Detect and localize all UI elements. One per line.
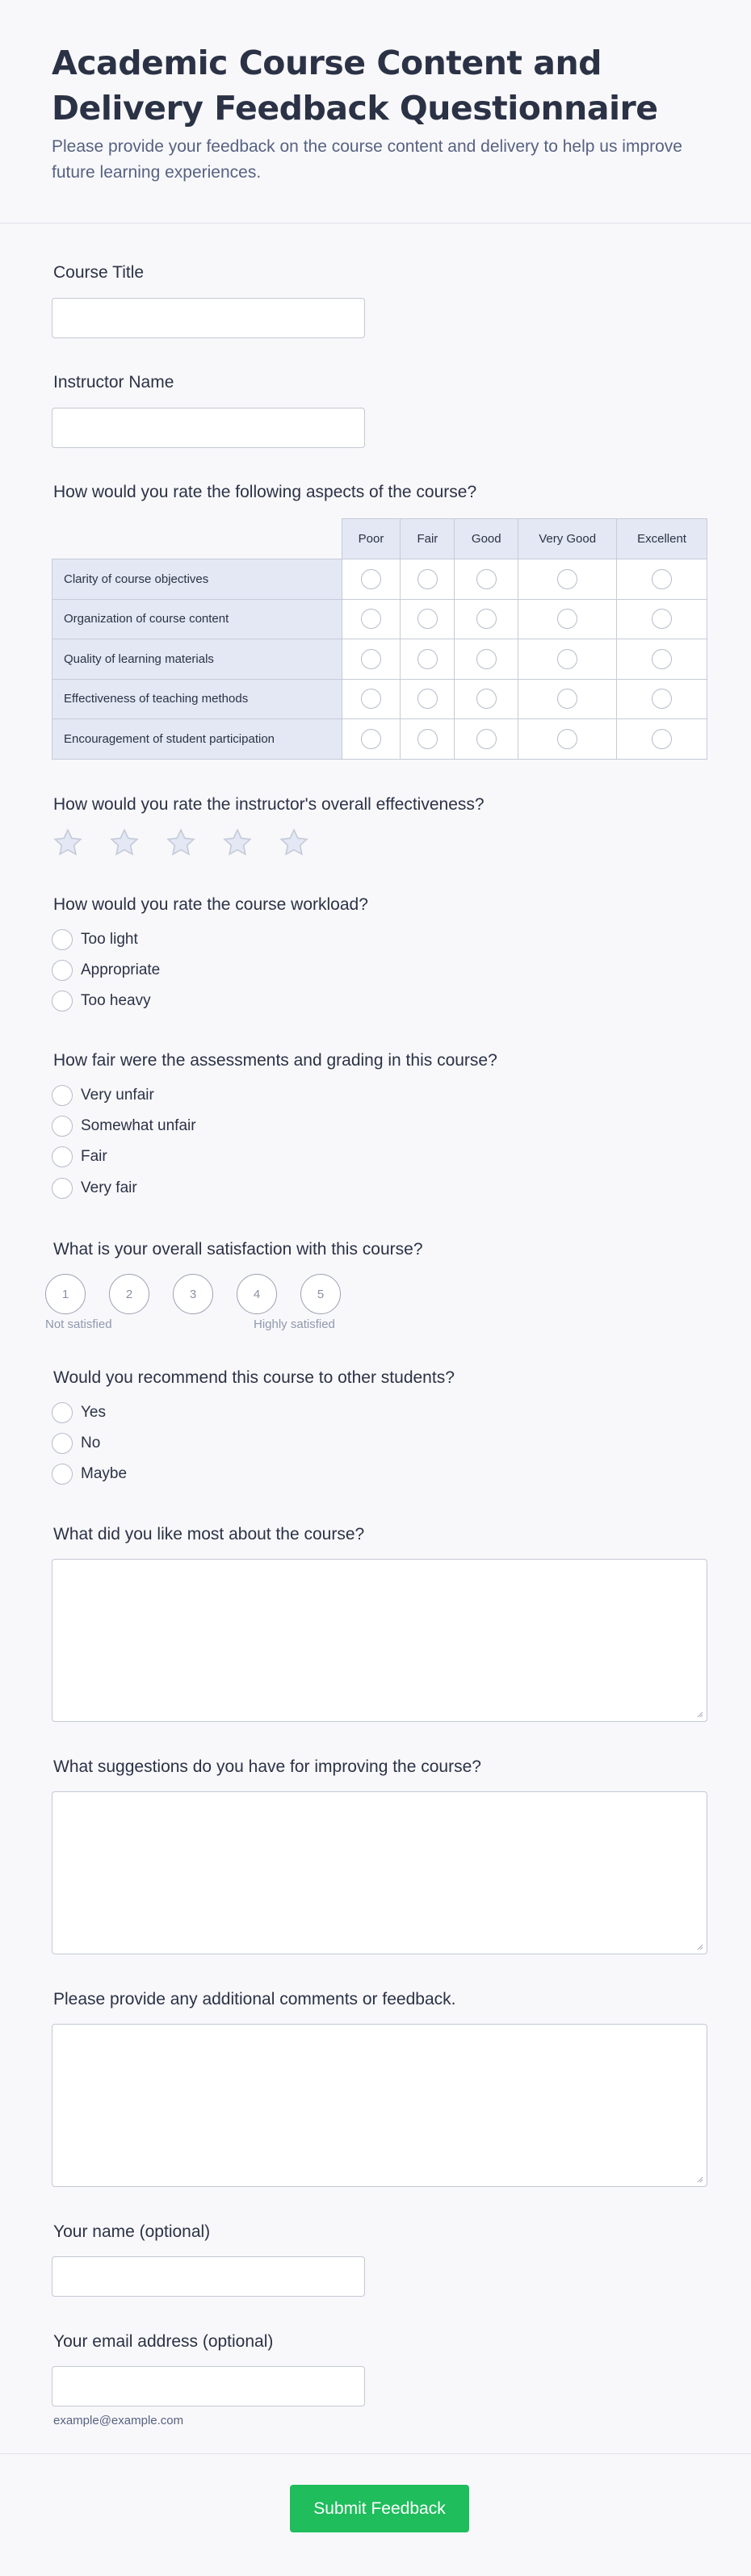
matrix-radio[interactable] — [361, 729, 381, 749]
matrix-radio[interactable] — [417, 649, 438, 669]
email-hint: example@example.com — [53, 2414, 184, 2427]
page-title: Academic Course Content and Delivery Feedback Questionnaire — [52, 44, 658, 128]
recommend-option[interactable]: Maybe — [52, 1464, 127, 1485]
matrix-radio[interactable] — [652, 689, 672, 709]
scale-option[interactable]: 2 — [109, 1274, 149, 1314]
matrix-col-header: Very Good — [518, 519, 617, 559]
page-subtitle: Please provide your feedback on the course content and delivery to help us improve future learning experiences. — [52, 137, 682, 182]
liked-most-textarea[interactable] — [52, 1559, 707, 1722]
recommend-option[interactable]: Yes — [52, 1402, 106, 1423]
assessment-option[interactable]: Fair — [52, 1146, 107, 1167]
matrix-radio[interactable] — [557, 609, 577, 629]
radio-button[interactable] — [52, 1146, 73, 1167]
instructor-rating-question: How would you rate the instructor's overall effectiveness? — [53, 795, 485, 814]
radio-button[interactable] — [52, 1085, 73, 1106]
radio-button[interactable] — [52, 1178, 73, 1199]
matrix-radio[interactable] — [417, 569, 438, 589]
assessment-option[interactable]: Very unfair — [52, 1085, 154, 1106]
matrix-radio[interactable] — [361, 569, 381, 589]
matrix-row-label: Effectiveness of teaching methods — [52, 679, 342, 719]
matrix-radio[interactable] — [417, 609, 438, 629]
matrix-row — [52, 719, 707, 760]
matrix-radio[interactable] — [361, 609, 381, 629]
matrix-radio[interactable] — [476, 729, 497, 749]
matrix-question: How would you rate the following aspects of the course? — [53, 483, 477, 501]
matrix-radio[interactable] — [417, 729, 438, 749]
satisfaction-scale — [45, 1274, 341, 1314]
radio-button[interactable] — [52, 1402, 73, 1423]
matrix-radio[interactable] — [652, 649, 672, 669]
matrix-row — [52, 639, 707, 680]
matrix-row-label: Clarity of course objectives — [52, 559, 342, 600]
matrix-row-label: Organization of course content — [52, 599, 342, 639]
recommend-option[interactable]: No — [52, 1433, 100, 1454]
suggestions-question: What suggestions do you have for improving the course? — [53, 1757, 481, 1776]
resize-handle-icon[interactable] — [695, 1710, 703, 1718]
radio-button[interactable] — [52, 960, 73, 981]
matrix-row — [52, 679, 707, 719]
matrix-radio[interactable] — [557, 729, 577, 749]
star-icon[interactable] — [278, 827, 310, 859]
your-name-label: Your name (optional) — [53, 2222, 211, 2241]
matrix-col-header: Good — [455, 519, 518, 559]
instructor-name-label: Instructor Name — [53, 373, 174, 392]
matrix-radio[interactable] — [652, 609, 672, 629]
matrix-col-header: Fair — [401, 519, 455, 559]
star-icon[interactable] — [165, 827, 197, 859]
matrix-radio[interactable] — [476, 609, 497, 629]
your-email-input[interactable] — [52, 2366, 365, 2406]
scale-low-label: Not satisfied — [45, 1317, 112, 1331]
suggestions-textarea[interactable] — [52, 1791, 707, 1954]
workload-option[interactable]: Appropriate — [52, 960, 160, 981]
matrix-radio[interactable] — [361, 689, 381, 709]
additional-textarea[interactable] — [52, 2024, 707, 2187]
additional-question: Please provide any additional comments or feedback. — [53, 1990, 456, 2008]
radio-button[interactable] — [52, 1433, 73, 1454]
rating-matrix — [52, 518, 707, 760]
matrix-col-header: Excellent — [617, 519, 707, 559]
your-name-input[interactable] — [52, 2256, 365, 2297]
satisfaction-question: What is your overall satisfaction with this course? — [53, 1240, 423, 1259]
matrix-row — [52, 599, 707, 639]
workload-option[interactable]: Too light — [52, 929, 138, 950]
scale-option[interactable]: 3 — [173, 1274, 213, 1314]
star-icon[interactable] — [221, 827, 254, 859]
radio-button[interactable] — [52, 1464, 73, 1485]
matrix-row-label: Encouragement of student participation — [52, 719, 342, 760]
form-header — [0, 0, 751, 224]
star-icon[interactable] — [108, 827, 141, 859]
scale-option[interactable]: 5 — [300, 1274, 341, 1314]
liked-most-question: What did you like most about the course? — [53, 1525, 365, 1544]
star-rating — [52, 827, 310, 859]
resize-handle-icon[interactable] — [695, 1942, 703, 1950]
resize-handle-icon[interactable] — [695, 2175, 703, 2183]
scale-option[interactable]: 1 — [45, 1274, 86, 1314]
matrix-radio[interactable] — [476, 649, 497, 669]
workload-question: How would you rate the course workload? — [53, 895, 368, 914]
matrix-radio[interactable] — [557, 649, 577, 669]
assessments-question: How fair were the assessments and grading in this course? — [53, 1051, 497, 1070]
instructor-name-input[interactable] — [52, 408, 365, 448]
matrix-radio[interactable] — [652, 729, 672, 749]
matrix-radio[interactable] — [476, 569, 497, 589]
matrix-radio[interactable] — [417, 689, 438, 709]
matrix-row — [52, 559, 707, 600]
scale-option[interactable]: 4 — [237, 1274, 277, 1314]
radio-button[interactable] — [52, 1116, 73, 1137]
course-title-label: Course Title — [53, 263, 145, 282]
course-title-input[interactable] — [52, 298, 365, 338]
radio-button[interactable] — [52, 929, 73, 950]
footer-divider — [0, 2453, 751, 2454]
matrix-radio[interactable] — [557, 569, 577, 589]
radio-button[interactable] — [52, 991, 73, 1012]
matrix-radio[interactable] — [476, 689, 497, 709]
matrix-radio[interactable] — [557, 689, 577, 709]
matrix-radio[interactable] — [652, 569, 672, 589]
recommend-question: Would you recommend this course to other students? — [53, 1368, 455, 1387]
your-email-label: Your email address (optional) — [53, 2332, 274, 2351]
workload-option[interactable]: Too heavy — [52, 991, 151, 1012]
matrix-row-label: Quality of learning materials — [52, 639, 342, 680]
assessment-option[interactable]: Very fair — [52, 1178, 137, 1199]
star-icon[interactable] — [52, 827, 84, 859]
scale-high-label: Highly satisfied — [254, 1317, 335, 1331]
assessment-option[interactable]: Somewhat unfair — [52, 1116, 196, 1137]
submit-button[interactable]: Submit Feedback — [290, 2485, 469, 2532]
matrix-col-header: Poor — [342, 519, 401, 559]
matrix-radio[interactable] — [361, 649, 381, 669]
